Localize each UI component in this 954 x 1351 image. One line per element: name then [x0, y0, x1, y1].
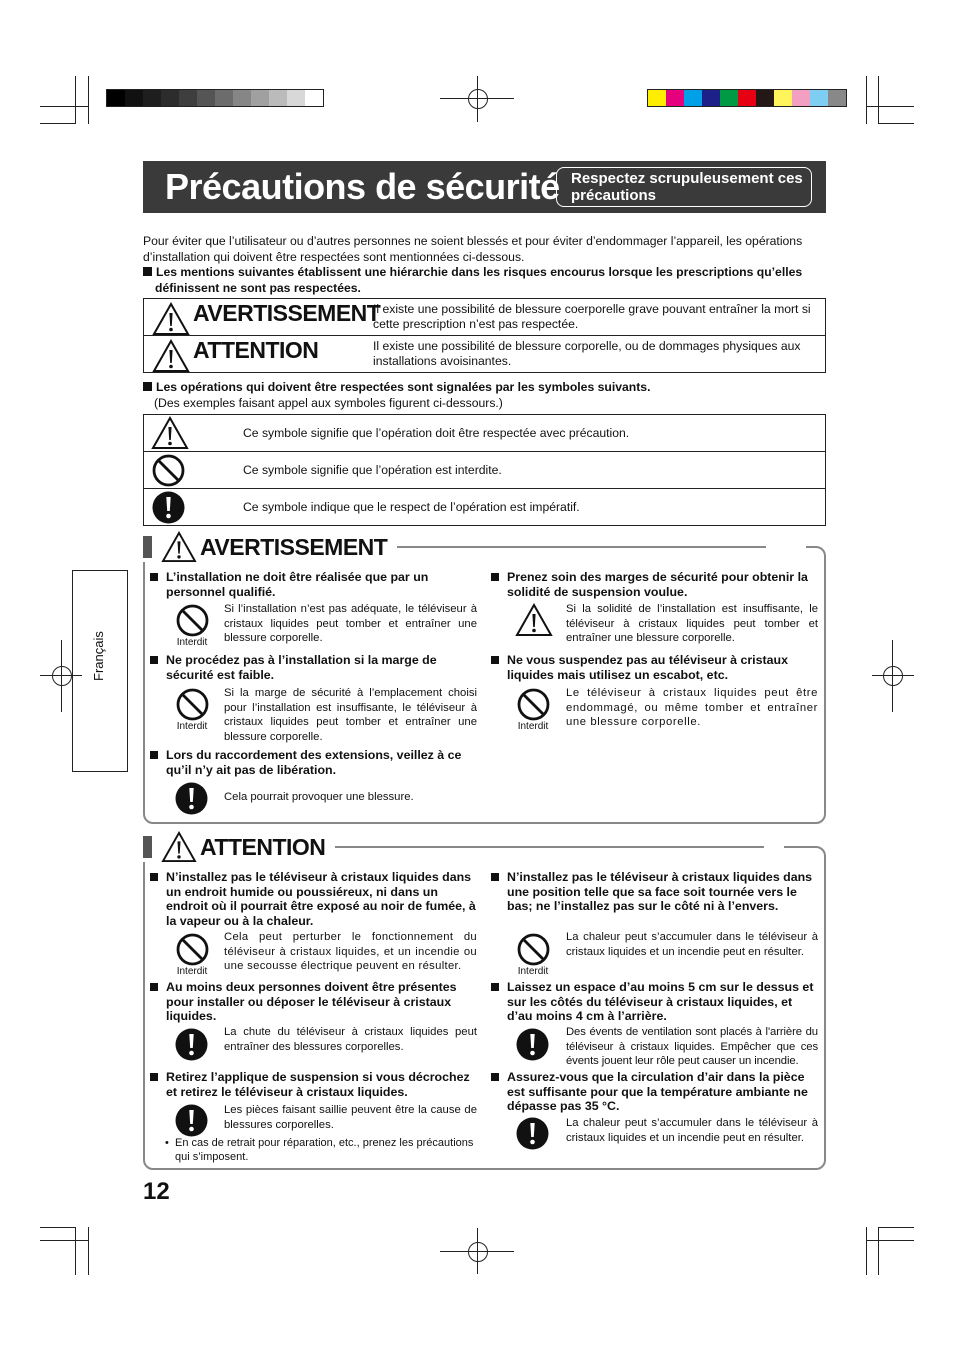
- color-swatch: [810, 90, 828, 106]
- attention-item: [491, 1070, 816, 1114]
- symbols-sub: (Des exemples faisant appel aux symboles figurent ci-dessours.): [154, 395, 503, 410]
- level-row-attention: [144, 336, 826, 373]
- intro-paragraph: Pour éviter que l’utilisateur ou d’autres personnes ne soient blessés et pour éviter d’endommager l’appareil, les opérations d’installation qui doivent être respectées sont mentionnées ci-dessous.: [143, 234, 803, 264]
- color-bar: [647, 89, 847, 107]
- mandatory-icon: [175, 782, 208, 815]
- attention-section-title-text: ATTENTION: [200, 833, 326, 860]
- icon-caption: Interdit: [517, 966, 549, 977]
- symbol-row: [144, 415, 826, 452]
- color-swatch: [702, 90, 720, 106]
- prohibition-icon: [176, 604, 209, 637]
- warning-triangle-icon: [515, 603, 553, 637]
- item-heading: Assurez-vous que la circulation d’air dans la pièce est suffisante pour que la température ambiante ne dépasse pas 35 °C.: [507, 1070, 808, 1114]
- warning-triangle-icon: [161, 531, 197, 563]
- item-heading: Retirez l’applique de suspension si vous décrochez et retirez le téléviseur à cristaux liquides.: [166, 1070, 470, 1099]
- page-title: Précautions de sécurité: [165, 166, 560, 207]
- color-swatch: [792, 90, 810, 106]
- color-swatch: [215, 90, 233, 106]
- symbol-text: Ce symbole indique que le respect de l’opération est impératif.: [243, 489, 826, 526]
- warning-item: [150, 570, 480, 599]
- mandatory-icon: [175, 1104, 208, 1137]
- level-text-warning: Il existe une possibilité de blessure coerporelle grave pouvant entraîner la mort si cette prescription n’est pas respectée.: [366, 299, 826, 336]
- color-swatch: [666, 90, 684, 106]
- color-swatch: [179, 90, 197, 106]
- prohibition-icon: [517, 688, 550, 721]
- color-swatch: [107, 90, 125, 106]
- item-body: Si l’installation n’est pas adéquate, le téléviseur à cristaux liquides peut tomber et entraîner une blessure corporelle.: [224, 603, 477, 645]
- removal-note-text: En cas de retrait pour réparation, etc., prenez les précautions qui s’imposent.: [175, 1137, 474, 1163]
- bullet-square-icon: [143, 267, 152, 276]
- removal-note: • En cas de retrait pour réparation, etc., prenez les précautions qui s’imposent.: [165, 1137, 474, 1163]
- icon-caption: Interdit: [176, 721, 208, 732]
- level-text-attention: Il existe une possibilité de blessure corporelle, ou de dommages physiques aux installations avoisinantes.: [366, 336, 826, 373]
- warning-section-title-text: AVERTISSEMENT: [200, 533, 388, 560]
- item-heading: L’installation ne doit être réalisée que par un personnel qualifié.: [166, 570, 429, 599]
- warning-triangle-icon: [151, 416, 189, 450]
- item-body: La chaleur peut s’accumuler dans le téléviseur à cristaux liquides et un incendie peut en résulter.: [566, 1117, 818, 1144]
- item-heading: Au moins deux personnes doivent être présentes pour installer ou déposer le téléviseur à cristaux liquides.: [166, 980, 457, 1024]
- mandatory-icon: [152, 491, 185, 524]
- warning-triangle-icon: [161, 831, 197, 863]
- attention-item: [491, 980, 819, 1024]
- level-label-warning: AVERTISSEMENT: [193, 300, 381, 326]
- language-label: Français: [91, 631, 106, 681]
- color-swatch: [161, 90, 179, 106]
- prohibition-icon: [517, 933, 550, 966]
- color-swatch: [143, 90, 161, 106]
- warning-item: [491, 653, 816, 682]
- item-body: La chaleur peut s’accumuler dans le téléviseur à cristaux liquides et un incendie peut en résulter.: [566, 931, 818, 958]
- prohibition-icon-group: [515, 933, 551, 977]
- color-swatch: [287, 90, 305, 106]
- warning-triangle-icon: [152, 302, 190, 336]
- symbol-row: [144, 489, 826, 526]
- item-heading: Ne vous suspendez pas au téléviseur à cristaux liquides mais utilisez un escabot, etc.: [507, 653, 788, 682]
- symbols-table: [143, 414, 826, 526]
- intro: [143, 234, 827, 296]
- color-swatch: [197, 90, 215, 106]
- prohibition-icon-group: [174, 604, 210, 648]
- item-body: Cela peut perturber le fonctionnement du téléviseur à cristaux liquides, et un incendie ou une secousse électrique peuvent en résulter.: [224, 931, 477, 973]
- prohibition-icon-group: [515, 688, 551, 732]
- color-swatch: [684, 90, 702, 106]
- color-swatch: [233, 90, 251, 106]
- hazard-levels-table: [143, 298, 826, 373]
- item-heading: Laissez un espace d’au moins 5 cm sur le dessus et sur les côtés du téléviseur à cristaux liquides, et d’au moins 4 cm à l’arrière.: [507, 980, 814, 1024]
- color-swatch: [738, 90, 756, 106]
- color-swatch: [251, 90, 269, 106]
- level-label-attention: ATTENTION: [193, 337, 319, 363]
- color-swatch: [774, 90, 792, 106]
- color-swatch: [125, 90, 143, 106]
- item-heading: Ne procédez pas à l’installation si la marge de sécurité est faible.: [166, 653, 437, 682]
- item-body: Le téléviseur à cristaux liquides peut être endommagé, ou même tomber et entraîner une blessure corporelle.: [566, 687, 818, 729]
- symbols-intro: [143, 380, 827, 411]
- color-swatch: [305, 90, 323, 106]
- item-body: La chute du téléviseur à cristaux liquides peut entraîner des blessures corporelles.: [224, 1026, 477, 1053]
- warning-item: [491, 570, 816, 599]
- icon-caption: Interdit: [176, 966, 208, 977]
- color-swatch: [648, 90, 666, 106]
- symbol-text: Ce symbole signifie que l’opération est interdite.: [243, 452, 826, 489]
- attention-item: [491, 870, 816, 914]
- hierarchy-note-text: Les mentions suivantes établissent une hiérarchie dans les risques encourus lorsque les prescriptions qu’elles définissent ne sont pas respectées.: [155, 265, 803, 295]
- gray-color-bar: [106, 89, 324, 107]
- mandatory-icon: [175, 1028, 208, 1061]
- page-header: [143, 161, 826, 213]
- color-swatch: [756, 90, 774, 106]
- symbol-text: Ce symbole signifie que l’opération doit être respectée avec précaution.: [243, 415, 826, 452]
- item-heading: Lors du raccordement des extensions, veillez à ce qu’il n’y ait pas de libération.: [166, 748, 462, 777]
- prohibition-icon: [176, 688, 209, 721]
- prohibition-icon-group: [174, 688, 210, 732]
- item-body: Les pièces faisant saillie peuvent être la cause de blessures corporelles.: [224, 1104, 477, 1131]
- warning-item: [150, 748, 480, 777]
- warning-item: [150, 653, 480, 682]
- mandatory-icon: [516, 1028, 549, 1061]
- language-tab: [72, 570, 128, 772]
- level-row-warning: [144, 299, 826, 336]
- item-body: Des évents de ventilation sont placés à l'arrière du téléviseur à cristaux liquides. Empêcher que ces évents jouent leur rôle peut causer un incendie.: [566, 1026, 818, 1068]
- page-number: 12: [143, 1178, 170, 1205]
- item-heading: Prenez soin des marges de sécurité pour obtenir la solidité de suspension voulue.: [507, 570, 808, 599]
- symbols-heading-text: Les opérations qui doivent être respectées sont signalées par les symboles suivants.: [156, 380, 651, 394]
- attention-item: [150, 1070, 480, 1099]
- color-swatch: [269, 90, 287, 106]
- mandatory-icon: [516, 1117, 549, 1150]
- item-body: Si la marge de sécurité à l’emplacement choisi pour l’installation est insuffisante, le téléviseur à cristaux liquides peut tomber et entraîner une blessure corporelle.: [224, 687, 477, 743]
- warning-triangle-icon: [152, 339, 190, 373]
- prohibition-icon: [176, 933, 209, 966]
- bullet-square-icon: [143, 382, 152, 391]
- item-heading: N’installez pas le téléviseur à cristaux liquides dans une position telle que sa face soit tournée vers le bas; ne l’installez pas sur le côté ni à l’envers.: [507, 870, 813, 914]
- prohibition-icon-group: [174, 933, 210, 977]
- prohibition-icon: [152, 454, 185, 487]
- page-subtitle: Respectez scrupuleusement ces précautions: [556, 167, 812, 207]
- attention-item: [150, 870, 480, 928]
- item-heading: N’installez pas le téléviseur à cristaux liquides dans un endroit humide ou poussiéreux, ni dans un endroit où il pourrait être exposé au noir de fumée, à la vapeur ou à la chaleur.: [166, 870, 476, 928]
- hierarchy-note: [143, 265, 827, 296]
- icon-caption: Interdit: [176, 637, 208, 648]
- attention-item: [150, 980, 480, 1024]
- item-body: Cela pourrait provoquer une blessure.: [224, 791, 414, 803]
- item-body: Si la solidité de l’installation est insuffisante, le téléviseur à cristaux liquides peut tomber et entraîner une blessure corporelle.: [566, 603, 818, 645]
- color-swatch: [828, 90, 846, 106]
- symbol-row: [144, 452, 826, 489]
- color-swatch: [720, 90, 738, 106]
- icon-caption: Interdit: [517, 721, 549, 732]
- symbols-heading: [143, 380, 827, 396]
- warning-section-title: [143, 532, 397, 562]
- attention-section-title: [143, 832, 335, 862]
